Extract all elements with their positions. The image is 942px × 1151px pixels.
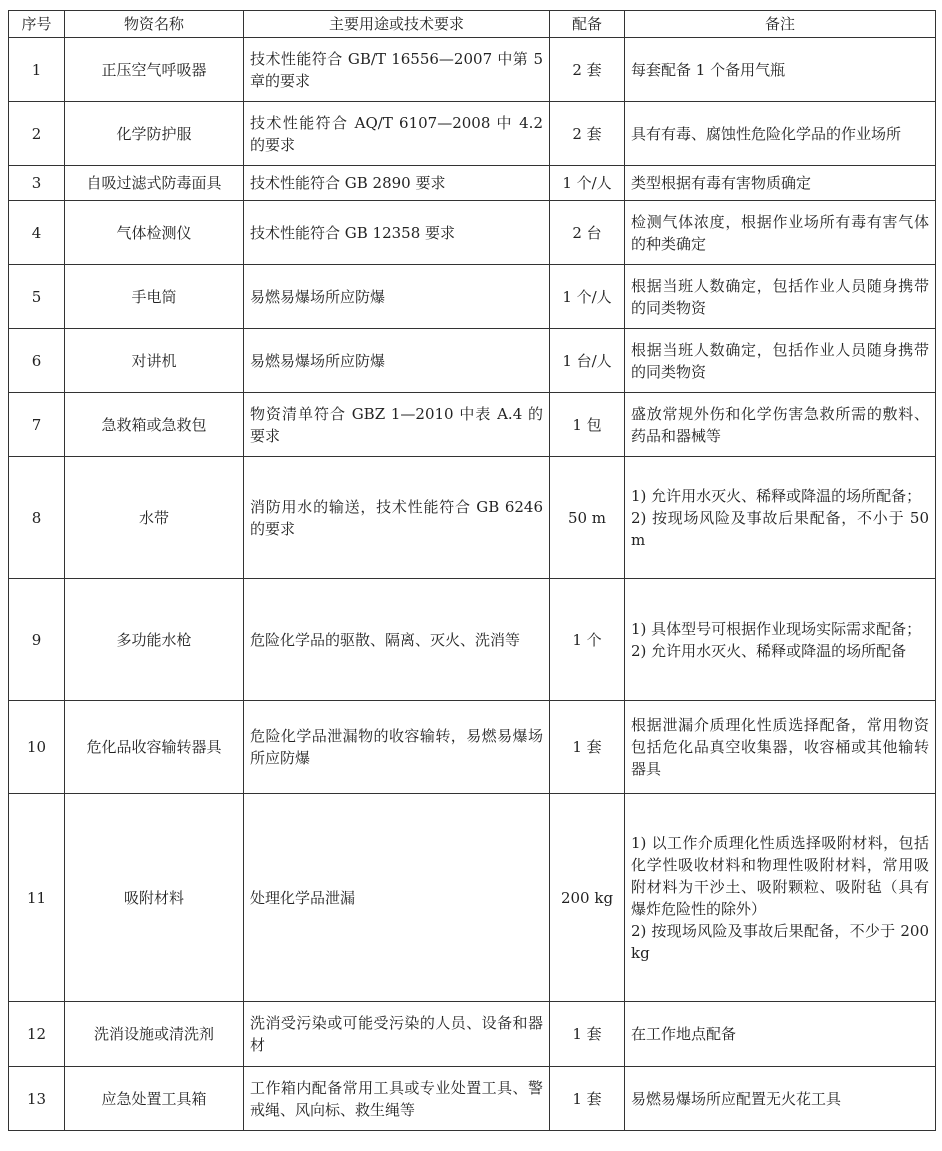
cell-notes [625,201,936,265]
cell-no: 8 [9,457,65,579]
cell-usage: 技术性能符合 GB/T 16556—2007 中第 5 章的要求 [244,38,550,102]
note-line: 根据泄漏介质理化性质选择配备，常用物资包括危化品真空收集器，收容桶或其他输转器具 [631,716,929,778]
header-notes: 备注 [625,11,936,38]
table-row [9,794,936,1002]
cell-no: 3 [9,166,65,201]
note-line: 类型根据有毒有害物质确定 [631,174,812,192]
cell-qty: 2 套 [550,38,625,102]
cell-no: 5 [9,265,65,329]
cell-name: 化学防护服 [65,102,244,166]
cell-name: 急救箱或急救包 [65,393,244,457]
note-line: 易燃易爆场所应配置无火花工具 [631,1089,842,1108]
table-header-row [9,11,936,38]
cell-notes [625,1002,936,1067]
table-row [9,457,936,579]
note-line: 根据当班人数确定，包括作业人员随身携带的同类物资 [631,340,929,381]
cell-notes [625,166,936,201]
cell-no: 12 [9,1002,65,1067]
header-usage: 主要用途或技术要求 [244,11,550,38]
cell-usage: 技术性能符合 GB 2890 要求 [244,166,550,201]
cell-qty: 1 个/人 [550,265,625,329]
cell-usage: 易燃易爆场所应防爆 [244,265,550,329]
table-row [9,201,936,265]
cell-notes [625,1067,936,1131]
cell-no: 7 [9,393,65,457]
cell-qty: 2 套 [550,102,625,166]
cell-no: 13 [9,1067,65,1131]
cell-notes [625,38,936,102]
cell-usage: 消防用水的输送，技术性能符合 GB 6246 的要求 [244,457,550,579]
note-line: 1) 具体型号可根据作业现场实际需求配备； [631,619,922,638]
cell-usage: 危险化学品的驱散、隔离、灭火、洗消等 [244,579,550,701]
cell-qty: 50 m [550,457,625,579]
table-row [9,38,936,102]
table-row [9,579,936,701]
table-row [9,265,936,329]
cell-no: 6 [9,329,65,393]
cell-notes [625,102,936,166]
equipment-table-sheet [8,10,935,1131]
cell-qty: 2 台 [550,201,625,265]
cell-no: 2 [9,102,65,166]
cell-name: 手电筒 [65,265,244,329]
cell-qty: 1 个/人 [550,166,625,201]
cell-name: 多功能水枪 [65,579,244,701]
cell-no: 4 [9,201,65,265]
cell-usage: 洗消受污染或可能受污染的人员、设备和器材 [244,1002,550,1067]
cell-qty: 1 套 [550,1067,625,1131]
cell-no: 1 [9,38,65,102]
cell-qty: 1 套 [550,701,625,794]
note-line: 每套配备 1 个备用气瓶 [631,60,786,79]
cell-name: 洗消设施或清洗剂 [65,1002,244,1067]
table-row [9,701,936,794]
cell-qty: 1 套 [550,1002,625,1067]
cell-notes [625,794,936,1002]
cell-no: 10 [9,701,65,794]
cell-notes [625,265,936,329]
table-row [9,1002,936,1067]
header-name: 物资名称 [65,11,244,38]
cell-usage: 处理化学品泄漏 [244,794,550,1002]
cell-name: 吸附材料 [65,794,244,1002]
note-line: 2) 允许用水灭火、稀释或降温的场所配备 [631,641,907,660]
cell-name: 应急处置工具箱 [65,1067,244,1131]
cell-notes [625,701,936,794]
cell-qty: 1 台/人 [550,329,625,393]
table-row [9,166,936,201]
note-line: 检测气体浓度，根据作业场所有毒有害气体的种类确定 [631,212,929,253]
cell-no: 11 [9,794,65,1002]
cell-name: 危化品收容输转器具 [65,701,244,794]
cell-usage: 危险化学品泄漏物的收容输转，易燃易爆场所应防爆 [244,701,550,794]
note-line: 盛放常规外伤和化学伤害急救所需的敷料、药品和器械等 [631,404,929,445]
cell-name: 气体检测仪 [65,201,244,265]
cell-notes [625,393,936,457]
cell-name: 水带 [65,457,244,579]
cell-notes [625,579,936,701]
cell-notes [625,457,936,579]
cell-name: 对讲机 [65,329,244,393]
table-row [9,329,936,393]
note-line: 1) 允许用水灭火、稀释或降温的场所配备； [631,486,922,505]
cell-qty: 1 包 [550,393,625,457]
cell-no: 9 [9,579,65,701]
cell-usage: 工作箱内配备常用工具或专业处置工具、警戒绳、风向标、救生绳等 [244,1067,550,1131]
cell-qty: 1 个 [550,579,625,701]
header-qty: 配备 [550,11,625,38]
cell-usage: 易燃易爆场所应防爆 [244,329,550,393]
cell-name: 正压空气呼吸器 [65,38,244,102]
table-row [9,1067,936,1131]
note-line: 2) 按现场风险及事故后果配备，不小于 50 m [631,508,929,549]
table-row [9,102,936,166]
note-line: 在工作地点配备 [631,1025,737,1043]
note-line: 根据当班人数确定，包括作业人员随身携带的同类物资 [631,276,929,317]
equipment-table [8,10,936,1131]
cell-qty: 200 kg [550,794,625,1002]
table-row [9,393,936,457]
header-no: 序号 [9,11,65,38]
cell-usage: 物资清单符合 GBZ 1—2010 中表 A.4 的要求 [244,393,550,457]
note-line: 2) 按现场风险及事故后果配备，不少于 200 kg [631,921,929,962]
cell-usage: 技术性能符合 AQ/T 6107—2008 中 4.2 的要求 [244,102,550,166]
cell-usage: 技术性能符合 GB 12358 要求 [244,201,550,265]
cell-notes [625,329,936,393]
table-body [9,38,936,1131]
note-line: 1) 以工作介质理化性质选择吸附材料，包括化学性吸收材料和物理性吸附材料，常用吸附材料为干沙土、吸附颗粒、吸附毡（具有爆炸危险性的除外） [631,833,929,918]
note-line: 具有有毒、腐蚀性危险化学品的作业场所 [631,124,902,143]
cell-name: 自吸过滤式防毒面具 [65,166,244,201]
